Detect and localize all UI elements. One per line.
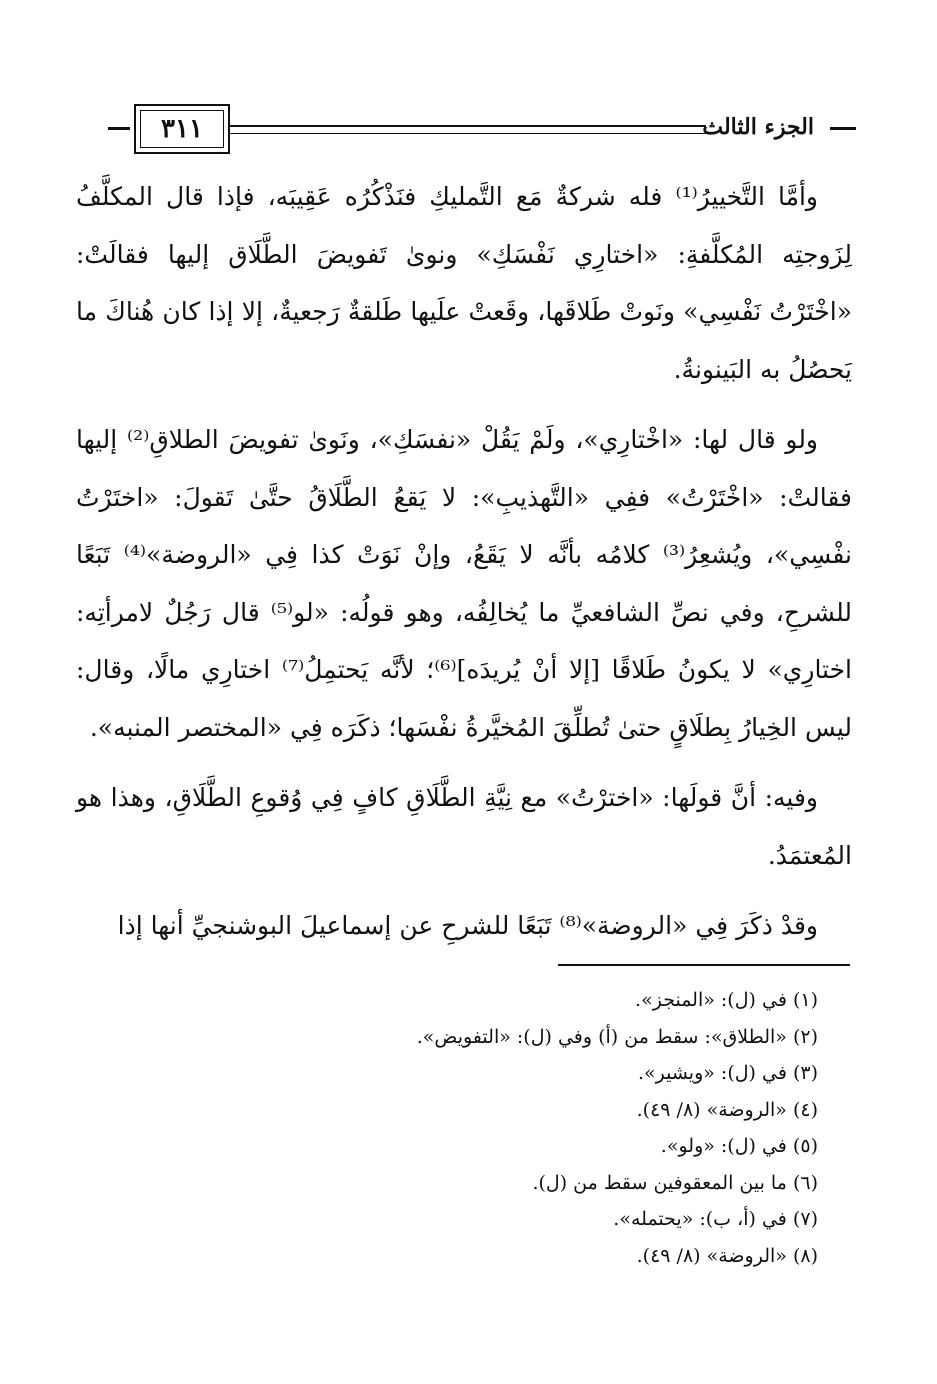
page-header [104,104,856,158]
footnote-1: (١) في (ل): «المنجز». [635,989,818,1011]
page-number-box [134,104,230,154]
paragraph-3: وفيه: أنَّ قولَها: «اخترْتُ» مع نِيَّةِ الطَّلَاقِ كافٍ فِي وُقوعِ الطَّلَاقِ، وهذا هو المُعتمَدُ. [76,783,852,870]
footnote-4: (٤) «الروضة» (٨/ ٤٩). [636,1098,818,1121]
header-right-tick [830,127,856,130]
footnote-5: (٥) في (ل): «ولو». [660,1135,818,1157]
footnote-6: (٦) ما بين المعقوفين سقط من (ل). [532,1171,818,1194]
header-rule [230,125,706,134]
footnote-separator [558,964,850,966]
footnote-2: (٢) «الطلاق»: سقط من (أ) وفي (ل): «التفويض». [416,1025,818,1048]
paragraph-1: وأمَّا التَّخييرُ⁽¹⁾ فله شركةٌ مَع التَّمليكِ فنَذْكُرُه عَقِيبَه، فإذا قال المكلَّفُ لِزَوجتِه المُكلَّفةِ: «اختارِي نَفْسَكِ» ونوىٰ تَفويضَ الطَّلَاق إليها فقالَتْ: «اخْتَرْتُ نَفْسِي» ونَوتْ طَلاقَها، وقَعتْ علَيها طَلقةٌ رَجعيةٌ، إلا إذا كان هُناكَ ما يَحصُلُ به البَينونةُ. [76,182,852,384]
footnotes [76,982,818,1274]
footnote-3: (٣) في (ل): «ويشير». [637,1062,818,1084]
part-title: الجزء الثالث [702,114,814,140]
paragraph-2: ولو قال لها: «اخْتارِي»، ولَمْ يَقُلْ «نفسَكِ»، ونَوىٰ تفويضَ الطلاقِ⁽²⁾ إليها فقالتْ: «اخْتَرْتُ» ففِي «التَّهذيبِ»: لا يَقعُ الطَّلَاقُ حتَّىٰ تَقولَ: «اختَرْتُ نفْسِي»، ويُشعِرُ⁽³⁾ كلامُه بأنَّه لا يَقَعُ، وإنْ نَوَتْ كذا فِي «الروضة»⁽⁴⁾ تَبَعًا للشرحِ، وفي نصِّ الشافعيِّ ما يُخالِفُه، وهو قولُه: «لو⁽⁵⁾ قال رَجُلٌ لامرأتِه: اختارِي» لا يكونُ طَلاقًا [إلا أنْ يُريدَه]⁽⁶⁾؛ لأنَّه يَحتمِلُ⁽⁷⁾ اختارِي مالًا، وقال: ليس الخِيارُ بِطلَاقٍ حتىٰ تُطلِّقَ المُخيَّرةُ نفْسَها؛ ذكَرَه فِي «المختصر المنبه». [76,425,852,742]
footnote-7: (٧) في (أ، ب): «يحتمله». [613,1208,818,1230]
footnote-8: (٨) «الروضة» (٨/ ٤٩). [636,1244,818,1267]
header-left-tick [108,127,130,130]
page-number: ٣١١ [140,110,224,148]
paragraph-4: وقدْ ذكَرَ فِي «الروضة»⁽⁸⁾ تَبَعًا للشرحِ عن إسماعيلَ البوشنجيِّ أنها إذا [117,911,818,940]
main-text [76,168,852,968]
